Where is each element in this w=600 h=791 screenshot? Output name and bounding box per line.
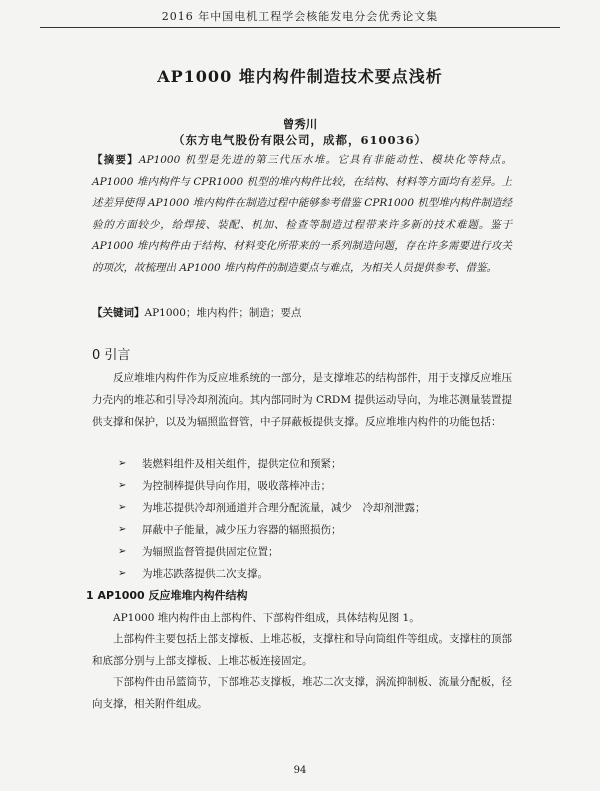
list-item: [118, 563, 508, 585]
list-item: [118, 497, 508, 519]
section-heading-structure: 1 AP1000 反应堆堆内构件结构: [86, 589, 248, 602]
list-item-text: 装燃料组件及相关组件，提供定位和预紧；: [142, 458, 342, 470]
structure-paragraph-1: AP1000 堆内构件由上部构件、下部构件组成，具体结构见图 1。: [113, 612, 420, 624]
list-item: [118, 453, 508, 475]
arrow-bullet-icon: ➢: [118, 502, 127, 513]
author-affiliation: （东方电气股份有限公司，成都，610036）: [172, 133, 427, 147]
abstract: [92, 150, 512, 280]
structure-paragraph-3: 下部构件由吊篮筒节，下部堆芯支撑板，堆芯二次支撑，涡流抑制板、流量分配板，径向支撑，相关附件组成。: [92, 676, 512, 710]
arrow-bullet-icon: ➢: [118, 480, 127, 491]
page-number: 94: [293, 765, 307, 776]
list-item-text: 屏蔽中子能量，减少压力容器的辐照损伤；: [142, 524, 342, 536]
list-item-text: 为辐照监督管提供固定位置；: [142, 546, 279, 558]
section-heading-intro: 0 引言: [92, 348, 131, 363]
author-name: 曾秀川: [282, 117, 318, 131]
list-item-text: 为控制棒提供导向作用，吸收落棒冲击；: [142, 480, 331, 492]
list-item: [118, 519, 508, 541]
paper-title: AP1000 堆内构件制造技术要点浅析: [157, 67, 443, 86]
keywords-label: 【关键词】: [92, 307, 145, 319]
structure-paragraph-2: 上部构件主要包括上部支撑板、上堆芯板，支撑柱和导向筒组件等组成。支撑柱的顶部和底部分别与上部支撑板、上堆芯板连接固定。: [92, 633, 512, 667]
intro-paragraph: 反应堆堆内构件作为反应堆系统的一部分，是支撑堆芯的结构部件，用于支撑反应堆压力壳内的堆芯和引导冷却剂流向。其内部同时为 CRDM 提供运动导向，为堆芯测量装置提供支撑和保护，以及为辐照监督管，中子屏蔽板提供支撑。反应堆堆内构件的功能包括：: [92, 372, 512, 428]
abstract-text: AP1000 机型是先进的第三代压水堆。它具有非能动性、模块化等特点。AP1000 堆内构件与 CPR1000 机型的堆内构件比较，在结构、材料等方面均有差异。上述差异使得 AP1000 堆内构件在制造过程中能够参考借鉴 CPR1000 机型堆内构件制造经验的方面较少，给焊接、装配、机加、检查等制造过程带来许多新的技术难题。鉴于 AP1000 堆内构件由于结构、材料变化所带来的一系列制造问题，存在许多需要进行攻关的项次，故梳理出 AP1000 堆内构件的制造要点与难点，为相关人员提供参考、借鉴。: [92, 154, 512, 274]
abstract-label: 【摘要】: [92, 154, 139, 166]
list-item: [118, 541, 508, 563]
keywords-text: AP1000；堆内构件；制造；要点: [144, 307, 302, 319]
list-item-text: 为堆芯提供冷却剂通道并合理分配流量，减少 冷却剂泄露；: [142, 502, 426, 514]
arrow-bullet-icon: ➢: [118, 524, 127, 535]
running-header: 2016 年中国电机工程学会核能发电分会优秀论文集: [161, 10, 439, 23]
header-rule: [40, 27, 560, 28]
arrow-bullet-icon: ➢: [118, 568, 127, 579]
arrow-bullet-icon: ➢: [118, 546, 127, 557]
function-list: [118, 453, 508, 585]
list-item-text: 为堆芯跌落提供二次支撑。: [142, 568, 268, 580]
list-item: [118, 475, 508, 497]
keywords: [92, 303, 512, 323]
arrow-bullet-icon: ➢: [118, 458, 127, 469]
